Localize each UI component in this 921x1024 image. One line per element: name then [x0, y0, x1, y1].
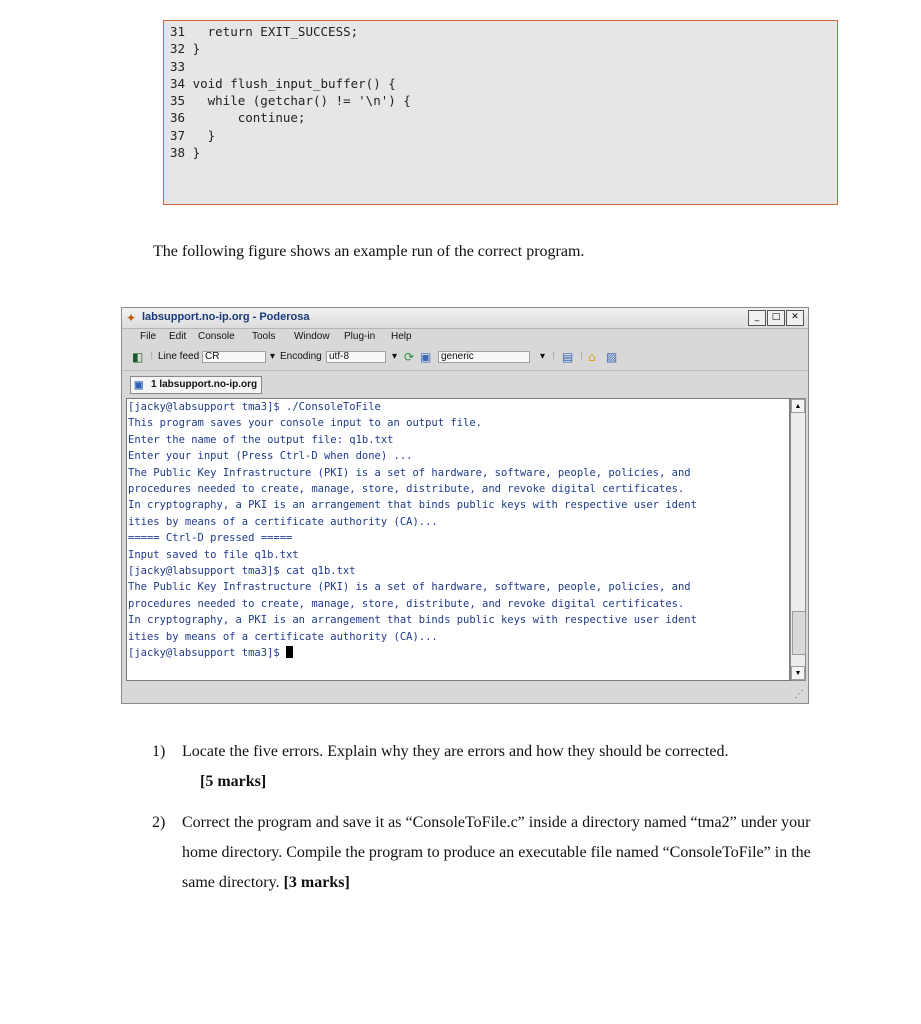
window-controls: [748, 310, 804, 326]
toolbar-separator: ⁝: [580, 351, 584, 362]
toolbar: [122, 346, 808, 371]
console-line: In cryptography, a PKI is an arrangement that binds public keys with respective user ident: [128, 499, 697, 512]
terminal-type-select[interactable]: generic: [438, 351, 530, 363]
toolbar-separator: ⁝: [150, 351, 154, 362]
code-line: 36 continue;: [170, 110, 306, 126]
save-icon[interactable]: ▨: [606, 350, 618, 364]
code-line: 35 while (getchar() != '\n') {: [170, 93, 411, 109]
new-connection-icon[interactable]: ◧: [132, 350, 144, 364]
question-2: [152, 808, 852, 908]
scroll-up-arrow[interactable]: ▲: [791, 399, 805, 413]
question-body: Locate the five errors. Explain why they are errors and how they should be corrected.: [182, 743, 729, 760]
close-button[interactable]: ✕: [786, 310, 804, 326]
question-marks: [3 marks]: [283, 874, 350, 891]
question-1: [152, 737, 852, 797]
maximize-button[interactable]: □: [767, 310, 785, 326]
encoding-dropdown-arrow[interactable]: ▾: [270, 351, 276, 362]
question-number: 2): [152, 814, 166, 831]
scroll-thumb[interactable]: [792, 611, 806, 655]
console-line: Input saved to file q1b.txt: [128, 548, 299, 561]
console-line: ities by means of a certificate authority (CA)...: [128, 630, 438, 643]
session-tab-label: 1 labsupport.no-ip.org: [151, 379, 258, 390]
question-text: [182, 737, 832, 797]
menu-file[interactable]: File: [140, 331, 157, 342]
terminal-type-arrow[interactable]: ▾: [540, 351, 546, 362]
console-line: procedures needed to create, manage, store, distribute, and revoke digital certificates.: [128, 597, 685, 610]
console-line: The Public Key Infrastructure (PKI) is a set of hardware, software, people, policies, and: [128, 466, 691, 479]
encoding-label: Encoding: [280, 351, 322, 362]
code-line: 31 return EXIT_SUCCESS;: [170, 24, 359, 39]
poderosa-app-icon: ✦: [126, 311, 137, 325]
session-tab[interactable]: [130, 376, 262, 394]
linefeed-select[interactable]: CR: [202, 351, 266, 363]
linefeed-label: Line feed: [158, 351, 200, 362]
tab-bar: [122, 372, 808, 396]
console-line: This program saves your console input to an output file.: [128, 417, 483, 430]
menu-tools[interactable]: Tools: [252, 331, 276, 342]
question-body: Correct the program and save it as “ConsoleToFile.c” inside a directory named “tma2” under your home directory. Compile the program to produce an executable file named “ConsoleToFile” in the same directory.: [182, 814, 811, 891]
prompt-text: [jacky@labsupport tma3]$: [128, 647, 287, 660]
minimize-button[interactable]: _: [748, 310, 766, 326]
question-number: 1): [152, 743, 166, 760]
code-line: 33: [170, 58, 186, 74]
console-prompt-line: [127, 645, 789, 661]
monitor-icon[interactable]: ▤: [562, 350, 574, 364]
code-listing: [163, 20, 838, 205]
refresh-icon[interactable]: ⟳: [404, 350, 415, 364]
code-line: 38 }: [170, 145, 201, 161]
open-folder-icon[interactable]: ⌂: [588, 350, 596, 364]
menu-edit[interactable]: Edit: [169, 331, 187, 342]
menu-window[interactable]: Window: [294, 331, 330, 342]
menu-help[interactable]: Help: [391, 331, 412, 342]
encoding-select[interactable]: utf-8: [326, 351, 386, 363]
session-icon: ▣: [134, 380, 144, 391]
menu-bar: [122, 329, 808, 345]
resize-grip-icon[interactable]: ⋰: [794, 689, 804, 700]
console-line: ities by means of a certificate authority (CA)...: [128, 515, 438, 528]
terminal-window: [121, 307, 809, 704]
vertical-scrollbar[interactable]: [790, 398, 806, 681]
console-line: [jacky@labsupport tma3]$ ./ConsoleToFile: [128, 401, 381, 413]
console-line: The Public Key Infrastructure (PKI) is a set of hardware, software, people, policies, and: [128, 581, 691, 594]
title-bar: [122, 308, 808, 329]
console-line: Enter your input (Press Ctrl-D when done) ...: [128, 450, 413, 463]
toolbar-separator: ⁝: [552, 351, 556, 362]
console-line: In cryptography, a PKI is an arrangement that binds public keys with respective user ident: [128, 614, 697, 627]
menu-plugin[interactable]: Plug-in: [344, 331, 376, 342]
console-line: procedures needed to create, manage, store, distribute, and revoke digital certificates.: [128, 483, 685, 496]
question-text: [182, 808, 832, 898]
figure-caption: The following figure shows an example run of the correct program.: [153, 243, 585, 260]
question-marks: [5 marks]: [200, 773, 267, 790]
console-line: Enter the name of the output file: q1b.txt: [128, 433, 394, 446]
status-bar: [122, 683, 808, 703]
code-line: 34 void flush_input_buffer() {: [170, 75, 396, 91]
text-cursor: [286, 646, 293, 658]
scroll-down-arrow[interactable]: ▼: [791, 666, 805, 680]
encoding-select-arrow[interactable]: ▾: [392, 351, 398, 362]
menu-console[interactable]: Console: [198, 331, 235, 342]
terminal-settings-icon[interactable]: ▣: [420, 350, 432, 364]
console-output[interactable]: [126, 398, 790, 681]
console-line: [jacky@labsupport tma3]$ cat q1b.txt: [128, 565, 356, 578]
code-line: 37 }: [170, 127, 216, 143]
window-title: labsupport.no-ip.org - Poderosa: [142, 311, 310, 323]
console-line: ===== Ctrl-D pressed =====: [128, 532, 293, 545]
code-line: 32 }: [170, 41, 201, 57]
